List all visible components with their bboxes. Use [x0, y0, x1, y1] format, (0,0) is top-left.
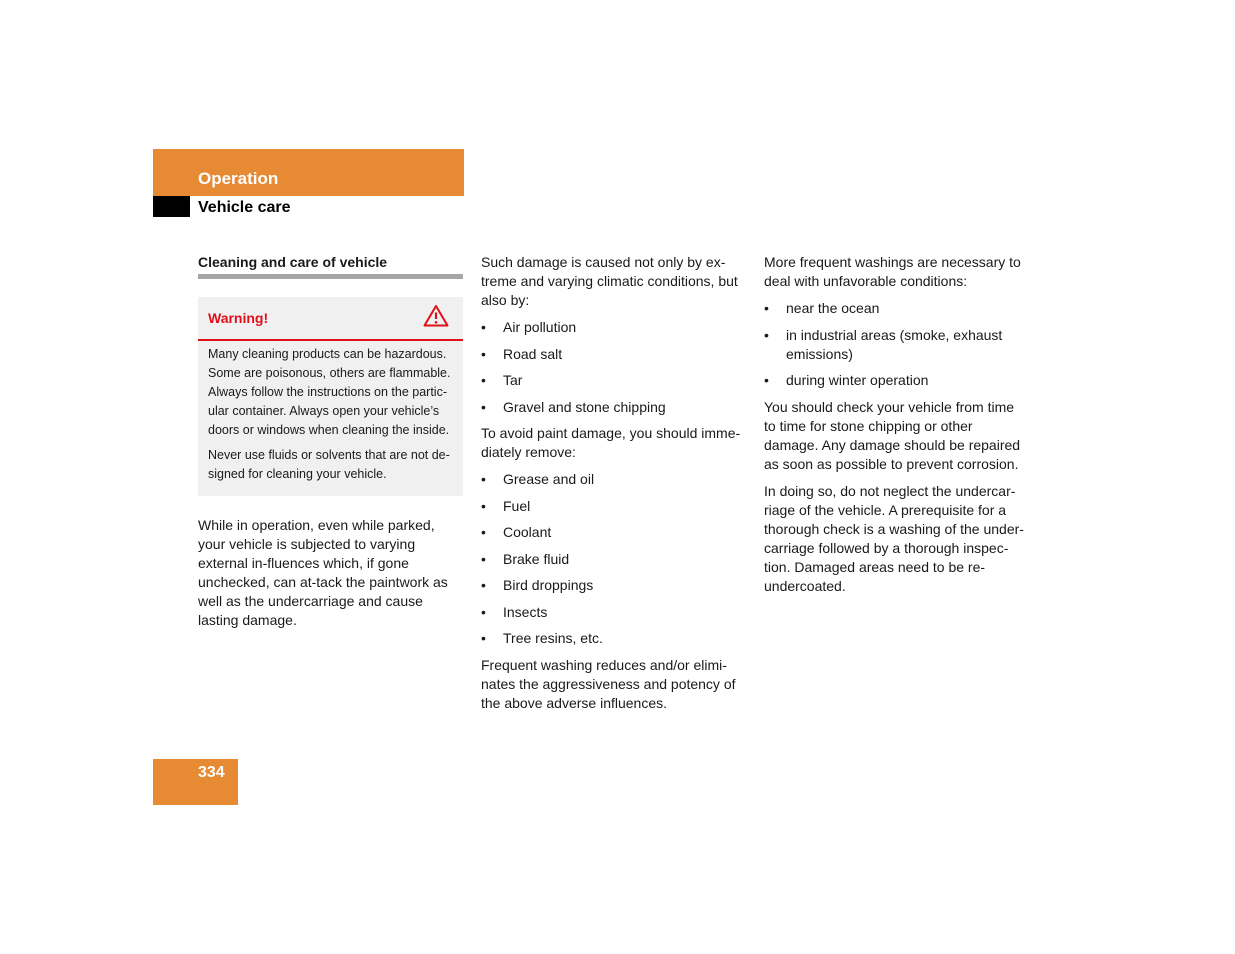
warning-label: Warning!: [208, 309, 269, 326]
warning-box: [198, 297, 463, 496]
warning-header: [198, 297, 463, 341]
list-item: • Fuel: [481, 497, 531, 514]
list-item: • Gravel and stone chipping: [481, 398, 666, 415]
body-paragraph: You should check your vehicle from time to time for stone chipping or other damage. Any damage should be repaired as soon as possible to prevent corrosion.: [764, 398, 1021, 472]
body-paragraph: To avoid paint damage, you should imme-diately remove:: [481, 425, 741, 460]
subsection-title: Vehicle care: [198, 199, 291, 216]
causes-list: [481, 318, 746, 417]
warning-paragraph: Never use fluids or solvents that are not de-signed for cleaning your vehicle.: [208, 448, 450, 481]
page-number-box: [153, 759, 238, 805]
column-middle: [481, 253, 746, 721]
list-item: • in industrial areas (smoke, exhaust emissions): [764, 326, 1003, 362]
body-paragraph: Frequent washing reduces and/or elimi-nates the aggressiveness and potency of the above adverse influences.: [481, 656, 736, 711]
list-item: • Bird droppings: [481, 577, 594, 593]
list-item: • Insects: [481, 603, 548, 620]
body-paragraph: While in operation, even while parked, your vehicle is subjected to varying external in-fluences which, if gone unchecked, can at-tack the paintwork as well as the undercarriage and cause lasting damage.: [198, 517, 448, 628]
section-heading: Cleaning and care of vehicle: [198, 253, 463, 279]
body-paragraph: More frequent washings are necessary to deal with unfavorable conditions:: [764, 254, 1021, 289]
list-item: • Road salt: [481, 345, 563, 362]
warning-paragraph: Many cleaning products can be hazardous. Some are poisonous, others are flammable. Always follow the instructions on the partic-ular container. Always open your vehicle’s doors or windows when cleaning the inside.: [208, 347, 451, 437]
conditions-list: [764, 299, 1029, 390]
list-item: • Grease and oil: [481, 471, 595, 487]
remove-list: [481, 470, 746, 648]
warning-body: [198, 341, 463, 496]
subsection-marker: [153, 196, 190, 217]
list-item: • Brake fluid: [481, 550, 570, 567]
list-item: • near the ocean: [764, 300, 880, 316]
page-number: 334: [198, 764, 225, 781]
column-right: [764, 253, 1029, 604]
list-item: • during winter operation: [764, 372, 929, 388]
list-item: • Tar: [481, 372, 523, 388]
section-title: Operation: [198, 169, 279, 188]
body-paragraph: Such damage is caused not only by ex-treme and varying climatic conditions, but also by:: [481, 254, 738, 308]
warning-triangle-icon: [423, 304, 449, 333]
list-item: • Coolant: [481, 524, 552, 540]
list-item: • Tree resins, etc.: [481, 630, 603, 646]
column-left: [198, 253, 463, 638]
body-paragraph: In doing so, do not neglect the undercar-riage of the vehicle. A prerequisite for a thorough check is a washing of the under-carriage followed by a thorough inspec-tion. Damaged areas need to be re-undercoated.: [764, 482, 1024, 594]
list-item: • Air pollution: [481, 319, 577, 335]
